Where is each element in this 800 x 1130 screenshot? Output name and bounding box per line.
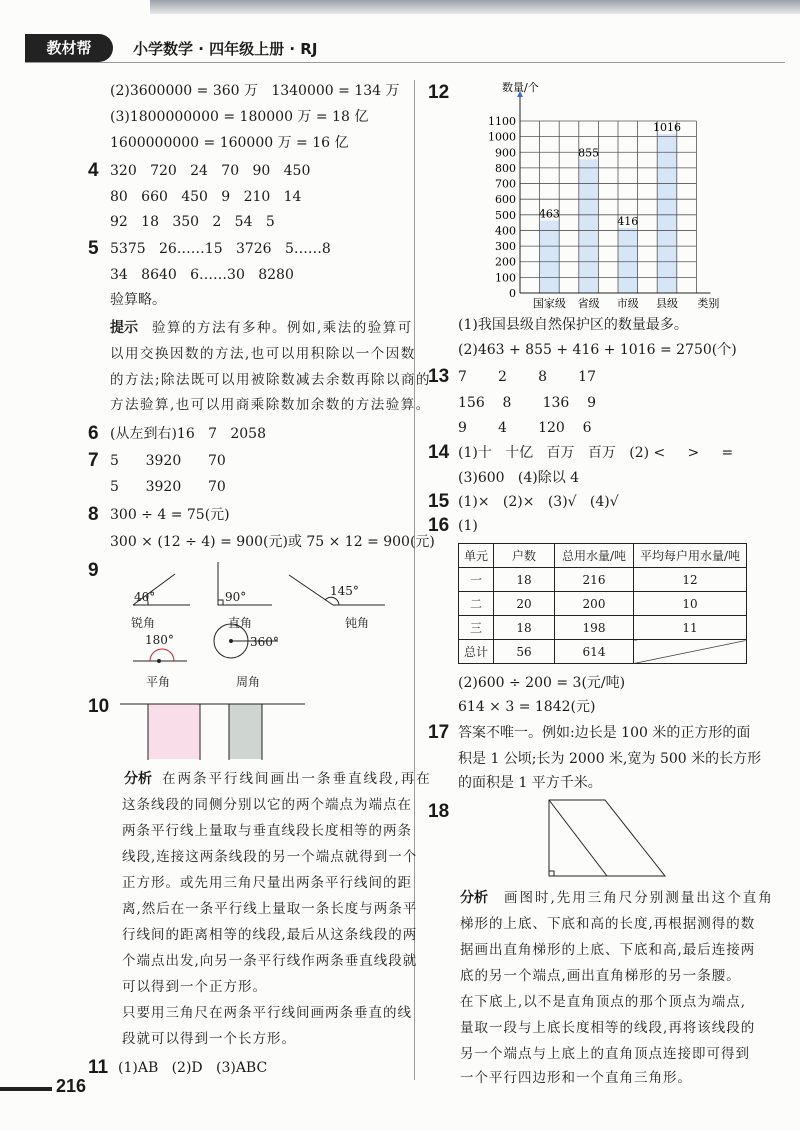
analysis-line: 据画出直角梯形的上底、下底和高,最后连接两 [460,942,756,958]
table-cell: 216 [555,568,634,592]
table-header: 总用水量/吨 [555,544,634,568]
q15-text: (1)× (2)× (3)√ (4)√ [458,494,619,510]
q13-line: 156 8 136 9 [458,395,597,411]
q3-line: (3)1800000000 = 180000 万 = 18 亿 [110,109,369,125]
angle-name: 直角 [228,616,253,630]
angle-degree: 40° [134,590,156,604]
table-header: 平均每户用水量/吨 [634,544,747,568]
chart-bar [579,159,599,293]
angle-name: 锐角 [131,616,156,630]
q16-label: (1) [458,518,478,534]
data-label: 855 [578,146,600,160]
q17-line: 积是 1 公顷;长为 2000 米,宽为 500 米的长方形 [458,751,762,767]
y-tick-label: 400 [495,224,516,238]
q3-line: 1600000000 = 160000 万 = 16 亿 [110,135,349,151]
question-number: 12 [428,82,450,103]
hint-line: 验算的方法有多种。例如,乘法的验算可 [152,320,413,336]
question-number: 16 [428,515,450,536]
angle-name: 周角 [236,675,261,689]
x-tick-label: 省级 [577,297,600,310]
y-axis-label: 数量/个 [502,82,539,94]
table-cell: 三 [459,616,494,640]
angle-degree: 145° [330,584,359,598]
table-cell: 614 [555,640,634,664]
analysis-line: 只要用三角尺在两条平行线间画两条垂直的线 [122,1005,412,1021]
q17-line: 的面积是 1 平方千米。 [458,775,602,791]
analysis-line: 离,然后在一条平行线上量取一条长度与两条平 [122,901,418,917]
angle-name: 钝角 [345,616,370,630]
data-label: 1016 [653,121,681,135]
table-cell: 11 [634,616,747,640]
angle-degree: 90° [225,590,247,604]
analysis-line: 可以得到一个正方形。 [122,979,267,995]
table-header: 单元 [459,544,494,568]
table-cell: 18 [494,616,555,640]
analysis-line: 在两条平行线间画出一条垂直线段,再在 [162,771,432,787]
y-tick-label: 300 [495,240,516,254]
question-number: 6 [88,423,99,444]
q4-line: 80 660 450 9 210 14 [110,189,302,205]
hint-line: 方法验算,也可以用商乘除数加余数的方法验算。 [110,397,431,413]
y-tick-label: 1100 [488,115,516,128]
table-cell: 198 [555,616,634,640]
table-row [459,616,747,640]
q14-line: (3)600 (4)除以 4 [458,470,580,486]
scan-shadow [150,0,800,14]
q3-line: (2)3600000 = 360 万 1340000 = 134 万 [110,83,400,99]
q8-line: 300 × (12 ÷ 4) = 900(元)或 75 × 12 = 900(元) [110,534,435,550]
analysis-line: 画图时,先用三角尺分别测量出这个直角 [504,890,774,906]
analysis-line: 梯形的上底、下底和高的长度,再根据测得的数 [460,916,756,932]
analysis-line: 另一个端点与上底上的直角顶点连接即可得到 [460,1046,750,1062]
table-cell: 20 [494,592,555,616]
table-row [459,640,747,664]
x-tick-label: 市级 [616,297,639,310]
q16-line: (2)600 ÷ 200 = 3(元/吨) [458,675,626,691]
angle-degree: 180° [145,633,174,647]
q8-line: 300 ÷ 4 = 75(元) [110,507,230,523]
chart-bar [657,134,677,293]
y-tick-label: 200 [495,255,516,269]
question-number: 18 [428,801,450,822]
y-tick-label: 800 [495,161,516,175]
analysis-line: 行线间的距离相等的线段,最后从这条线段的两 [122,927,418,943]
analysis-line: 底的另一个端点,画出直角梯形的另一条腰。 [460,968,741,984]
hint-line: 的方法;除法既可以用被除数减去余数再除以商的 [110,372,432,388]
x-tick-label: 县级 [656,297,678,310]
table-row [459,592,747,616]
question-number: 17 [428,722,450,743]
page-header [25,34,785,63]
analysis-line: 个端点出发,向另一条平行线作两条垂直线段就 [122,953,418,969]
q11-text: (1)AB (2)D (3)ABC [118,1060,268,1076]
page-number-bar [0,1087,52,1091]
y-tick-label: 900 [495,146,516,160]
analysis-line: 这条线段的同侧分别以它的两个端点为端点在 [122,797,412,813]
table-cell: 二 [459,592,494,616]
water-usage-table [458,543,747,664]
table-row [459,568,747,592]
analysis-line: 段就可以得到一个长方形。 [122,1031,296,1047]
table-cell: 总计 [459,640,494,664]
q6-text: (从左到右)16 7 2058 [110,426,266,442]
table-header-row [459,544,747,568]
y-tick-label: 600 [495,193,516,207]
q16-line: 614 × 3 = 1842(元) [458,699,596,715]
data-label: 416 [617,214,639,228]
analysis-line: 一个平行四边形和一个直角三角形。 [460,1070,692,1086]
y-tick-label: 500 [495,208,516,222]
question-number: 9 [88,560,99,581]
question-number: 10 [88,696,110,717]
table-cell: 一 [459,568,494,592]
book-title: 小学数学 · 四年级上册 · RJ [133,40,318,58]
table-cell: 200 [555,592,634,616]
q13-line: 7 2 8 17 [458,369,596,385]
table-cell: 18 [494,568,555,592]
question-number: 5 [88,238,99,259]
q13-line: 9 4 120 6 [458,420,592,436]
q14-line: (1)十 十亿 百万 百万 (2) < > = [458,445,734,461]
hint-label: 提示 [110,320,138,336]
q7-line: 5 3920 70 [110,479,226,495]
analysis-line: 在下底上,以不是直角顶点的那个顶点为端点, [460,994,747,1010]
analysis-line: 线段,连接这两条线段的另一个端点就得到一个 [122,849,418,865]
parallel-lines-figure [120,700,310,760]
x-tick-label: 国家级 [532,297,566,310]
question-number: 11 [88,1057,109,1078]
brand-badge: 教材帮 [25,34,113,62]
table-cell: 10 [634,592,747,616]
y-tick-label: 1000 [488,130,516,144]
hint-line: 以用交换因数的方法,也可以用积除以一个因数 [110,346,416,362]
x-axis-label: 类别 [697,297,720,310]
analysis-line: 量取一段与上底长度相等的线段,再将该线段的 [460,1020,756,1036]
q4-line: 92 18 350 2 54 5 [110,214,275,230]
q17-line: 答案不唯一。例如:边长是 100 米的正方形的面 [458,725,751,741]
table-cell: 12 [634,568,747,592]
trapezoid-figure [540,798,670,880]
analysis-line: 两条平行线上量取与垂直线段长度相等的两条 [122,823,412,839]
question-number: 4 [88,160,99,181]
y-tick-label: 0 [509,287,516,300]
q5-line: 验算略。 [110,292,166,308]
q7-line: 5 3920 70 [110,453,226,469]
bar-chart [470,82,760,314]
q4-line: 320 720 24 70 90 450 [110,163,311,179]
table-cell: 56 [494,640,555,664]
analysis-label: 分析 [460,890,488,906]
chart-bar [618,228,638,293]
question-number: 13 [428,366,450,387]
q5-line: 34 8640 6……30 8280 [110,267,294,283]
y-tick-label: 700 [495,177,516,191]
data-label: 463 [538,207,560,221]
question-number: 14 [428,442,450,463]
question-number: 8 [88,504,99,525]
table-cell-empty-diagonal [634,640,747,664]
angle-degree: 360° [250,635,279,649]
angle-name: 平角 [146,675,171,689]
q12-answer: (2)463 + 855 + 416 + 1016 = 2750(个) [458,342,737,358]
analysis-line: 正方形。或先用三角尺量出两条平行线间的距 [122,875,412,891]
question-number: 7 [88,450,99,471]
y-tick-label: 100 [495,271,516,285]
table-header: 户数 [494,544,555,568]
q5-line: 5375 26……15 3726 5……8 [110,241,331,257]
analysis-label: 分析 [124,771,152,787]
question-number: 15 [428,491,450,512]
q12-answer: (1)我国县级自然保护区的数量最多。 [458,317,688,333]
chart-bar [540,221,560,293]
page-number: 216 [56,1076,87,1096]
